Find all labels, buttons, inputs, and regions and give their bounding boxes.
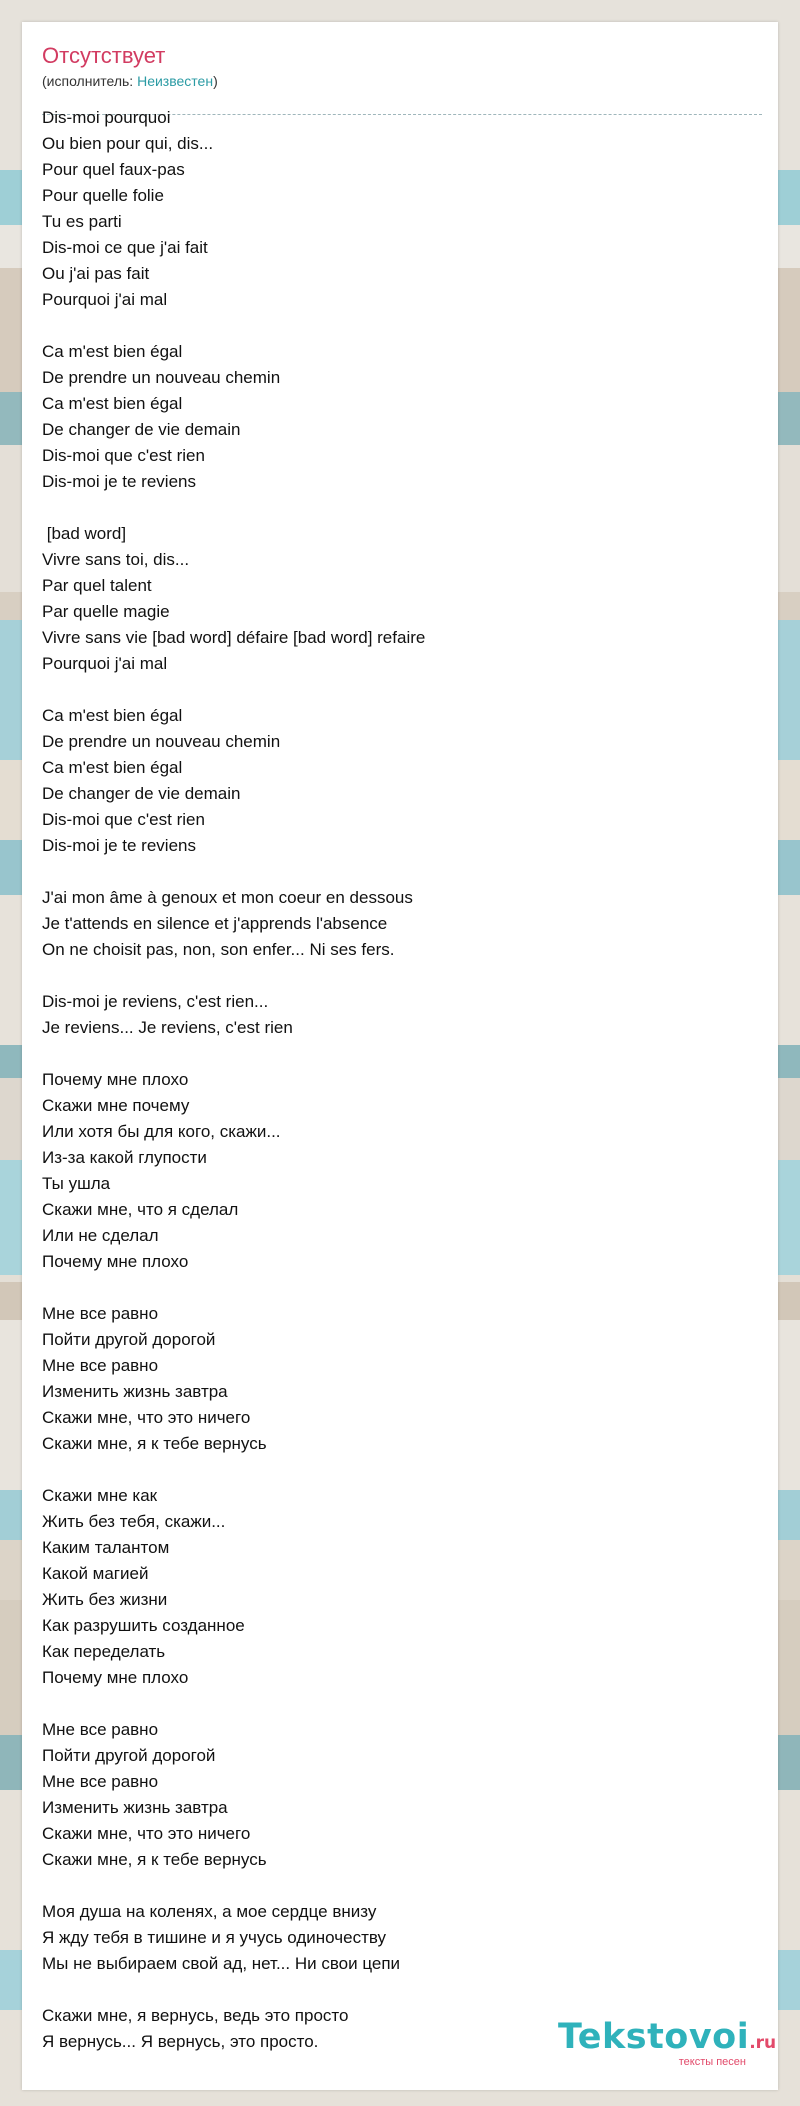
logo-name: Tekstovoi [558, 2017, 750, 2057]
lyrics-line: Pour quelle folie [42, 186, 164, 205]
lyrics-line: Скажи мне, я к тебе вернусь [42, 1850, 267, 1869]
stanza-break [42, 1457, 762, 1483]
lyrics-line: Dis-moi que c'est rien [42, 810, 205, 829]
lyrics-line: Мне все равно [42, 1720, 159, 1739]
lyrics-line: Жить без тебя, скажи... [42, 1512, 226, 1531]
stanza-break [42, 495, 762, 521]
stanza-break [42, 1977, 762, 2003]
logo-tagline: тексты песен [678, 2056, 746, 2068]
stanza-break [42, 1691, 762, 1717]
artist-suffix: ) [213, 73, 218, 89]
lyrics-line: Pourquoi j'ai mal [42, 654, 168, 673]
lyrics-line: Пойти другой дорогой [42, 1330, 216, 1349]
stanza-break [42, 1873, 762, 1899]
site-logo[interactable] [558, 2017, 777, 2068]
lyrics-line: Я жду тебя в тишине и я учусь одиночеству [42, 1928, 387, 1947]
lyrics-line: Par quelle magie [42, 602, 170, 621]
lyrics-line: Мы не выбираем свой ад, нет... Ни свои цепи [42, 1954, 401, 1973]
lyrics-line: Как разрушить созданное [42, 1616, 245, 1635]
lyrics-line: Dis-moi je te reviens [42, 836, 196, 855]
lyrics-line: Мне все равно [42, 1356, 159, 1375]
lyrics-line: Жить без жизни [42, 1590, 168, 1609]
lyrics-line: Vivre sans toi, dis... [42, 550, 190, 569]
artist-link[interactable]: Неизвестен [137, 73, 214, 89]
lyrics-line: De prendre un nouveau chemin [42, 368, 281, 387]
lyrics-line: On ne choisit pas, non, son enfer... Ni ses fers. [42, 940, 395, 959]
lyrics-line: Почему мне плохо [42, 1668, 189, 1687]
lyrics-line: Почему мне плохо [42, 1252, 189, 1271]
artist-prefix: (исполнитель: [42, 73, 138, 89]
lyrics-line: Моя душа на коленях, а мое сердце внизу [42, 1902, 377, 1921]
lyrics-line: Tu es parti [42, 212, 122, 231]
logo-domain: .ru [749, 2033, 777, 2053]
lyrics-line: Почему мне плохо [42, 1070, 189, 1089]
logo-wordmark [558, 2017, 777, 2057]
lyrics-line: Ou bien pour qui, dis... [42, 134, 214, 153]
lyrics-line: Какой магией [42, 1564, 149, 1583]
lyrics-line: Мне все равно [42, 1772, 159, 1791]
lyrics-line: Как переделать [42, 1642, 166, 1661]
lyrics-line: Или хотя бы для кого, скажи... [42, 1122, 281, 1141]
lyrics-line: Dis-moi que c'est rien [42, 446, 205, 465]
lyrics-line: Каким талантом [42, 1538, 170, 1557]
lyrics-line: Dis-moi pourquoi [42, 108, 171, 127]
lyrics-line: Ca m'est bien égal [42, 342, 183, 361]
lyrics-line: Pour quel faux-pas [42, 160, 185, 179]
lyrics-line: Скажи мне, я вернусь, ведь это просто [42, 2006, 349, 2025]
stanza-break [42, 963, 762, 989]
lyrics-text [42, 105, 762, 2055]
stanza-break [42, 859, 762, 885]
lyrics-line: Изменить жизнь завтра [42, 1798, 228, 1817]
lyrics-line: Je reviens... Je reviens, c'est rien [42, 1018, 293, 1037]
lyrics-line: Скажи мне, что это ничего [42, 1408, 251, 1427]
lyrics-line: Пойти другой дорогой [42, 1746, 216, 1765]
lyrics-line: Скажи мне почему [42, 1096, 190, 1115]
lyrics-line: J'ai mon âme à genoux et mon coeur en dessous [42, 888, 413, 907]
lyrics-line: Скажи мне, что это ничего [42, 1824, 251, 1843]
lyrics-line: Dis-moi je reviens, c'est rien... [42, 992, 269, 1011]
page-card [22, 22, 778, 2090]
lyrics-line: Par quel talent [42, 576, 152, 595]
stanza-break [42, 1275, 762, 1301]
stanza-break [42, 1041, 762, 1067]
lyrics-line: [bad word] [42, 524, 127, 543]
lyrics-line: Ca m'est bien égal [42, 394, 183, 413]
lyrics-line: Скажи мне, что я сделал [42, 1200, 239, 1219]
lyrics-line: De changer de vie demain [42, 420, 241, 439]
lyrics-line: Изменить жизнь завтра [42, 1382, 228, 1401]
lyrics-line: Или не сделал [42, 1226, 159, 1245]
artist-line [42, 72, 762, 90]
song-title: Отсутствует [42, 43, 166, 68]
lyrics-line: Скажи мне как [42, 1486, 158, 1505]
lyrics-line: Ca m'est bien égal [42, 706, 183, 725]
lyrics-line: Ou j'ai pas fait [42, 264, 150, 283]
lyrics-line: Dis-moi ce que j'ai fait [42, 238, 208, 257]
lyrics-line: Pourquoi j'ai mal [42, 290, 168, 309]
lyrics-line: Ca m'est bien égal [42, 758, 183, 777]
lyrics-line: Из-за какой глупости [42, 1148, 207, 1167]
lyrics-line: Vivre sans vie [bad word] défaire [bad word] refaire [42, 628, 426, 647]
stanza-break [42, 313, 762, 339]
stanza-break [42, 677, 762, 703]
lyrics-line: De prendre un nouveau chemin [42, 732, 281, 751]
lyrics-line: De changer de vie demain [42, 784, 241, 803]
lyrics-line: Dis-moi je te reviens [42, 472, 196, 491]
lyrics-line: Скажи мне, я к тебе вернусь [42, 1434, 267, 1453]
lyrics-line: Мне все равно [42, 1304, 159, 1323]
lyrics-line: Je t'attends en silence et j'apprends l'absence [42, 914, 388, 933]
lyrics-line: Я вернусь... Я вернусь, это просто. [42, 2032, 319, 2051]
lyrics-line: Ты ушла [42, 1174, 111, 1193]
